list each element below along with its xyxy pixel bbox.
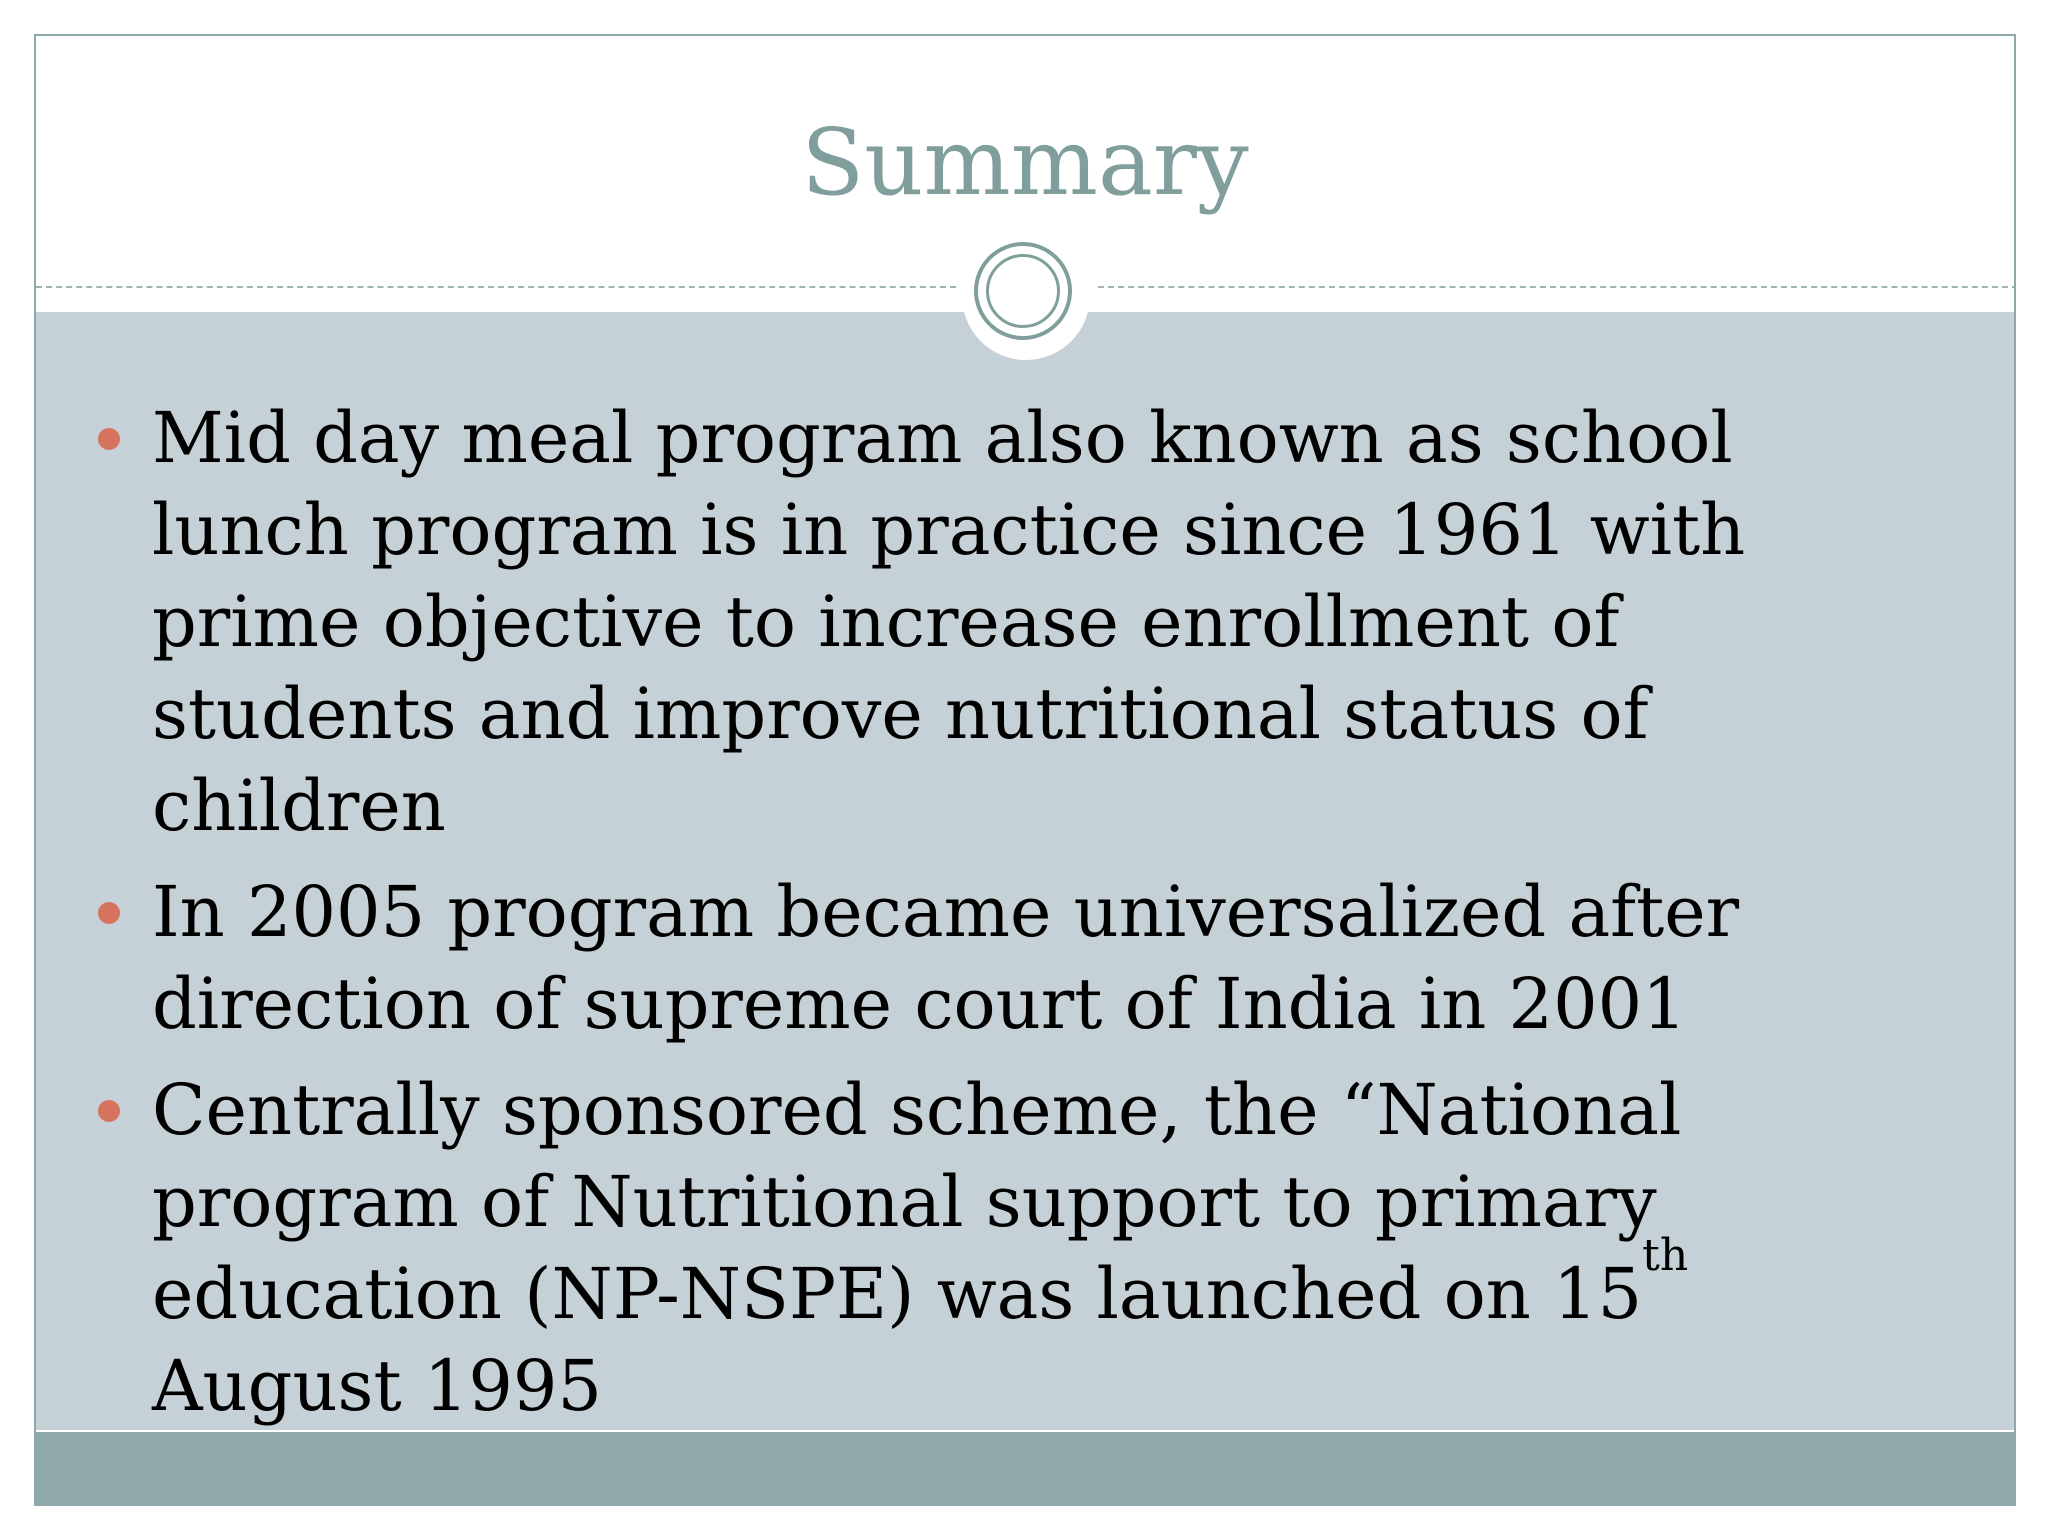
bullet-dot-icon <box>98 428 120 450</box>
bullet-text: Mid day meal program also known as school lunch program is in practice since 1961 with prime objective to increase enrollment of students and improve nutritional status of children <box>152 397 1746 847</box>
slide-title: Summary <box>801 109 1249 216</box>
bullet-item <box>36 866 2014 1050</box>
circle-ornament-inner <box>986 254 1060 328</box>
header-divider-left <box>36 286 956 288</box>
bullet-text: In 2005 program became universalized after direction of supreme court of India in 2001 <box>152 871 1740 1045</box>
header-divider-right <box>1098 286 2016 288</box>
slide <box>34 34 2016 1506</box>
bullet-text-before-superscript: Centrally sponsored scheme, the “National program of Nutritional support to primary education (NP-NSPE) was launched on 15 <box>152 1069 1682 1335</box>
bullet-dot-icon <box>98 902 120 924</box>
footer-bar <box>36 1432 2014 1506</box>
superscript-ordinal: th <box>1642 1230 1689 1281</box>
bullet-list <box>36 392 2014 1446</box>
bullet-text-after-superscript: August 1995 <box>152 1345 602 1427</box>
bullet-item <box>36 392 2014 852</box>
bullet-dot-icon <box>98 1100 120 1122</box>
circle-ornament-icon <box>974 242 1072 340</box>
bullet-item <box>36 1064 2014 1432</box>
